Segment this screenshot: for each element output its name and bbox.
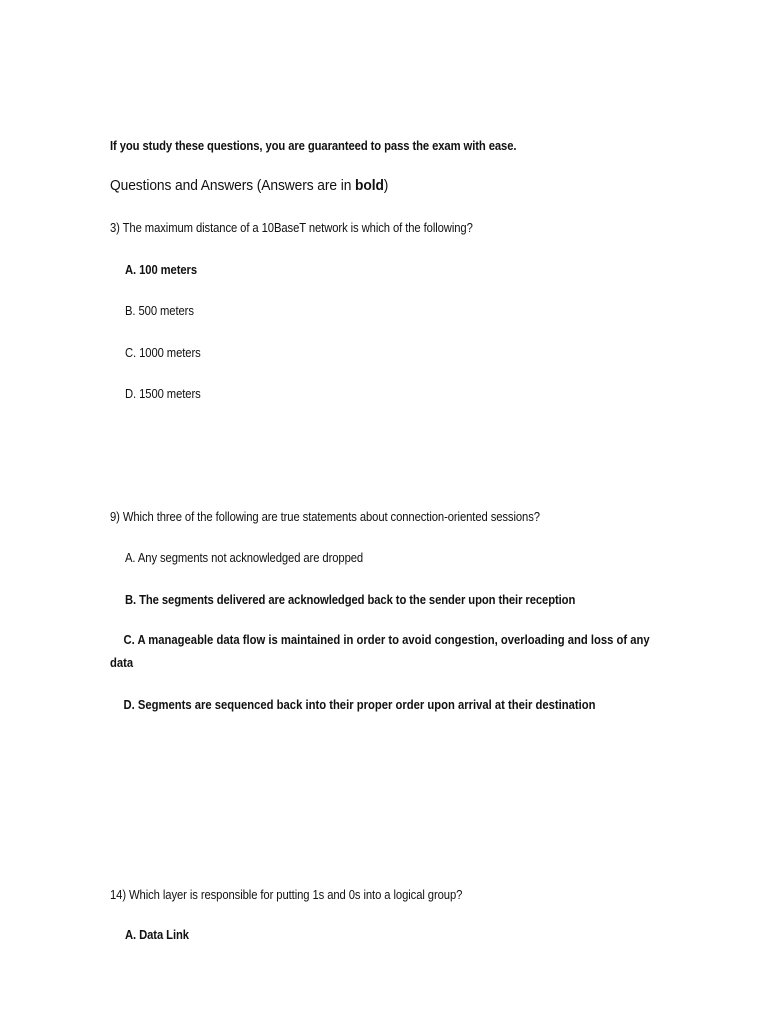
question-text: 14) Which layer is responsible for putting 1s and 0s into a logical group? (110, 888, 463, 902)
answer-option: D. Segments are sequenced back into their proper order upon arrival at their destination (123, 698, 596, 712)
heading-prefix: Questions and Answers (Answers are in (110, 177, 356, 194)
heading-bold-word: bold (355, 177, 384, 194)
section-heading (110, 178, 388, 194)
answer-option: B. 500 meters (125, 304, 194, 318)
answer-option: A. 100 meters (125, 263, 197, 277)
answer-option: C. A manageable data flow is maintained in order to avoid congestion, overloading and loss of any data (110, 633, 650, 670)
answer-option: A. Any segments not acknowledged are dropped (125, 551, 364, 565)
answer-option: A. Data Link (125, 928, 189, 942)
answer-option: C. 1000 meters (125, 346, 201, 360)
question-text: 3) The maximum distance of a 10BaseT network is which of the following? (110, 221, 473, 235)
answer-option: B. The segments delivered are acknowledged back to the sender upon their reception (125, 593, 576, 607)
answer-option: D. 1500 meters (125, 387, 201, 401)
question-text: 9) Which three of the following are true statements about connection-oriented sessions? (110, 510, 540, 524)
heading-suffix: ) (383, 177, 389, 194)
intro-text: If you study these questions, you are guaranteed to pass the exam with ease. (110, 139, 517, 153)
